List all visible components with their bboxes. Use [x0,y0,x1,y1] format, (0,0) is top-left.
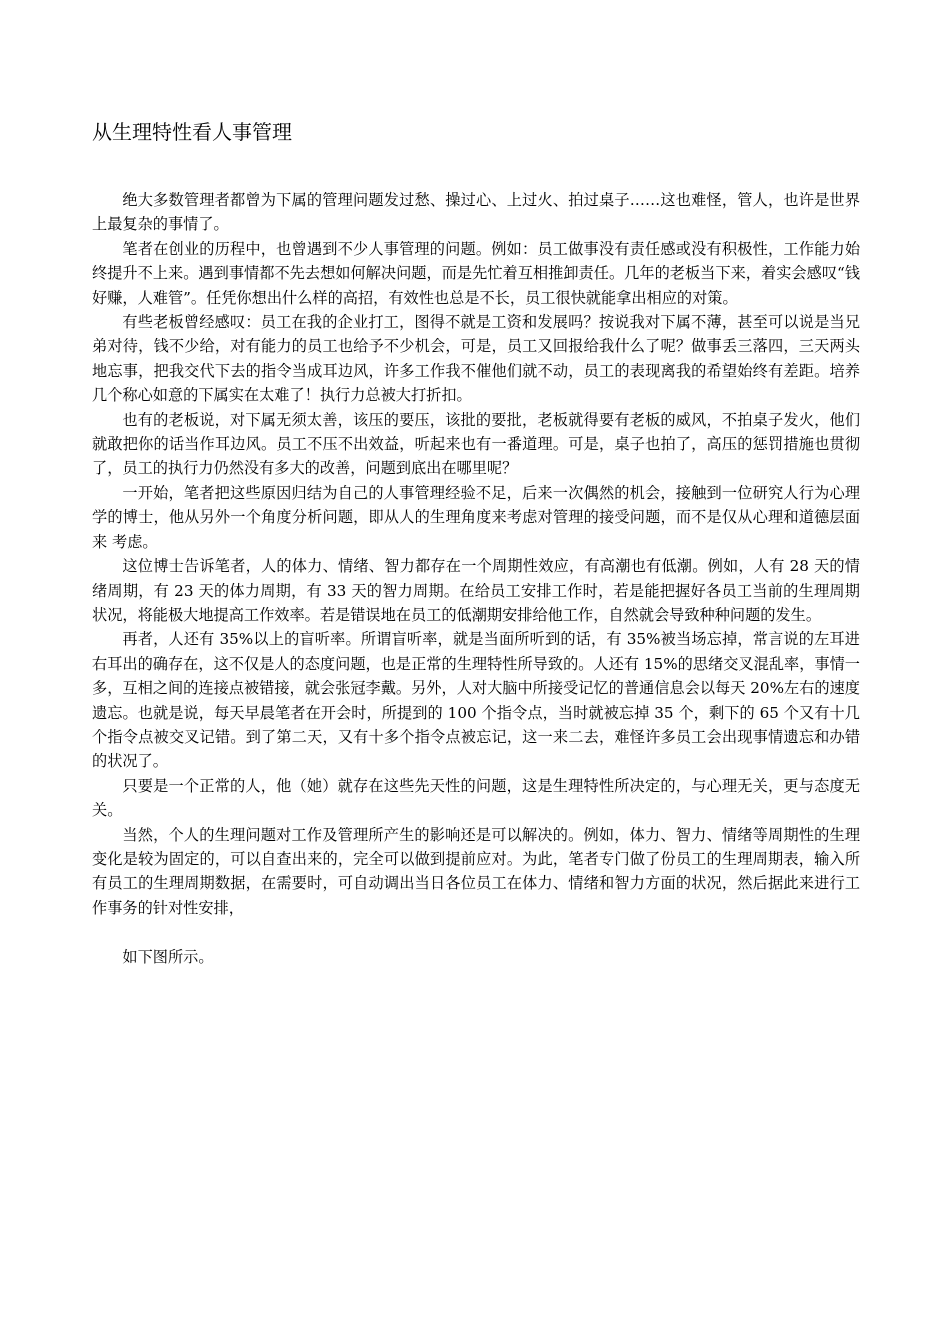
paragraph: 绝大多数管理者都曾为下属的管理问题发过愁、操过心、上过火、拍过桌子……这也难怪，管人，也许是世界上最复杂的事情了。 [92,191,860,234]
paragraph: 当然，个人的生理问题对工作及管理所产生的影响还是可以解决的。例如，体力、智力、情绪等周期性的生理变化是较为固定的，可以自查出来的，完全可以做到提前应对。为此，笔者专门做了份员工的生理周期表，输入所有员工的生理周期数据，在需要时，可自动调出当日各位员工在体力、情绪和智力方面的状况，然后据此来进行工作事务的针对性安排， [92,825,860,917]
closing-paragraph: 如下图所示。 [122,947,214,966]
paragraph: 一开始，笔者把这些原因归结为自己的人事管理经验不足，后来一次偶然的机会，接触到一位研究人行为心理学的博士，他从另外一个角度分析问题，即从人的生理角度来考虑对管理的接受问题，而不是仅从心理和道德层面来 考虑。 [92,483,860,551]
paragraph: 也有的老板说，对下属无须太善，该压的要压，该批的要批，老板就得要有老板的威风，不拍桌子发火，他们就敢把你的话当作耳边风。员工不压不出效益，听起来也有一番道理。可是，桌子也拍了，高压的惩罚措施也贯彻了，员工的执行力仍然没有多大的改善，问题到底出在哪里呢？ [92,410,860,478]
paragraph: 这位博士告诉笔者，人的体力、情绪、智力都存在一个周期性效应，有高潮也有低潮。例如，人有 28 天的情绪周期，有 23 天的体力周期，有 33 天的智力周期。在给员工安排工作时，若是能把握好各员工当前的生理周期状况，将能极大地提高工作效率。若是错误地在员工的低潮期安排给他工作，自然就会导致种种问题的发生。 [92,557,860,624]
paragraph: 再者，人还有 35%以上的盲听率。所谓盲听率，就是当面所听到的话，有 35%被当场忘掉，常言说的左耳进右耳出的确存在，这不仅是人的态度问题，也是正常的生理特性所导致的。人还有 15%的思绪交叉混乱率，事情一多，互相之间的连接点被错接，就会张冠李戴。另外，人对大脑中所接受记忆的普通信息会以每天 20%左右的速度遗忘。也就是说，每天早晨笔者在开会时，所提到的 100 个指令点，当时就被忘掉 35 个，剩下的 65 个又有十几个指令点被交叉记错。到了第二天，又有十多个指令点被忘记，这一来二去，难怪许多员工会出现事情遗忘和办错的状况了。 [92,630,860,771]
paragraph: 有些老板曾经感叹：员工在我的企业打工，图得不就是工资和发展吗？按说我对下属不薄，甚至可以说是当兄弟对待，钱不少给，对有能力的员工也给予不少机会，可是，员工又回报给我什么了呢？做事丢三落四，三天两头地忘事，把我交代下去的指令当成耳边风，许多工作我不催他们就不动，员工的表现离我的希望始终有差距。培养几个称心如意的下属实在太难了！执行力总被大打折扣。 [92,313,860,405]
document-body [92,188,860,969]
paragraph: 笔者在创业的历程中，也曾遇到不少人事管理的问题。例如：员工做事没有责任感或没有积极性，工作能力始终提升不上来。遇到事情都不先去想如何解决问题，而是先忙着互相推卸责任。几年的老板当下来，着实会感叹“钱好赚，人难管”。任凭你想出什么样的高招，有效性也总是不长，员工很快就能拿出相应的对策。 [92,239,860,307]
paragraph: 只要是一个正常的人，他（她）就存在这些先天性的问题，这是生理特性所决定的，与心理无关，更与态度无关。 [92,776,860,820]
document-title: 从生理特性看人事管理 [92,120,292,144]
